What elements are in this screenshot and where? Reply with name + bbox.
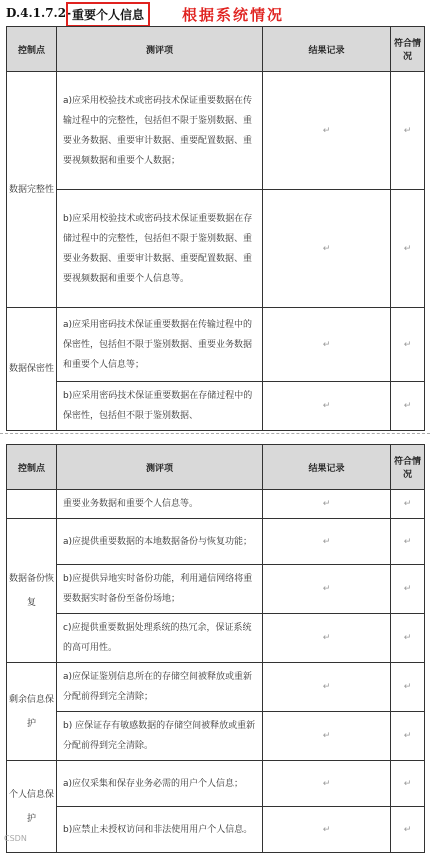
header-result: 结果记录: [263, 445, 391, 490]
table-row: [7, 382, 425, 431]
table-header-row: [7, 27, 425, 72]
section-id: D.4.1.7.2-: [6, 6, 72, 20]
section-header: [4, 2, 428, 26]
result-cell[interactable]: ↵: [263, 614, 391, 663]
control-point-backup: 数据备份恢复: [7, 519, 57, 663]
requirement-continued: 重要业务数据和重要个人信息等。: [57, 490, 263, 519]
result-cell[interactable]: ↵: [263, 72, 391, 190]
table-row: [7, 190, 425, 308]
table-row: [7, 663, 425, 712]
page-break-line: [0, 433, 430, 434]
evaluation-table-page2: [6, 444, 425, 853]
conform-cell[interactable]: ↵: [391, 807, 425, 853]
requirement-residual-a: a)应保证鉴别信息所在的存储空间被释放或重新分配前得到完全清除；: [57, 663, 263, 712]
result-cell[interactable]: ↵: [263, 807, 391, 853]
header-item: 测评项: [57, 445, 263, 490]
result-cell[interactable]: ↵: [263, 382, 391, 431]
table-row: [7, 308, 425, 382]
header-control: 控制点: [7, 27, 57, 72]
result-cell[interactable]: ↵: [263, 308, 391, 382]
requirement-integrity-b: b)应采用校验技术或密码技术保证重要数据在存储过程中的完整性，包括但不限于鉴别数据、重要业务数据、重要审计数据、重要配置数据、重要视频数据和重要个人信息等。: [57, 190, 263, 308]
header-conform: 符合情况: [391, 27, 425, 72]
table-row: [7, 72, 425, 190]
table-header-row: [7, 445, 425, 490]
control-point-residual: 剩余信息保护: [7, 663, 57, 761]
table-row: [7, 519, 425, 565]
requirement-personal-a: a)应仅采集和保存业务必需的用户个人信息；: [57, 761, 263, 807]
result-cell[interactable]: ↵: [263, 663, 391, 712]
table-row: [7, 614, 425, 663]
result-cell[interactable]: ↵: [263, 190, 391, 308]
handwritten-note: 根据系统情况: [182, 6, 285, 24]
control-point-confidentiality: 数据保密性: [7, 308, 57, 431]
conform-cell[interactable]: ↵: [391, 72, 425, 190]
conform-cell[interactable]: ↵: [391, 663, 425, 712]
header-result: 结果记录: [263, 27, 391, 72]
result-cell[interactable]: ↵: [263, 712, 391, 761]
conform-cell[interactable]: ↵: [391, 382, 425, 431]
header-item: 测评项: [57, 27, 263, 72]
watermark: CSDN: [4, 834, 27, 843]
requirement-integrity-a: a)应采用校验技术或密码技术保证重要数据在传输过程中的完整性，包括但不限于鉴别数据、重要业务数据、重要审计数据、重要配置数据、重要视频数据和重要个人数据；: [57, 72, 263, 190]
header-control: 控制点: [7, 445, 57, 490]
requirement-backup-b: b)应提供异地实时备份功能，利用通信网络将重要数据实时备份至备份场地；: [57, 565, 263, 614]
evaluation-table-page1: [6, 26, 425, 431]
requirement-backup-c: c)应提供重要数据处理系统的热冗余，保证系统的高可用性。: [57, 614, 263, 663]
result-cell[interactable]: ↵: [263, 565, 391, 614]
conform-cell[interactable]: ↵: [391, 712, 425, 761]
conform-cell[interactable]: ↵: [391, 761, 425, 807]
result-cell[interactable]: ↵: [263, 490, 391, 519]
section-title: 重要个人信息: [66, 2, 150, 27]
conform-cell[interactable]: ↵: [391, 614, 425, 663]
control-point-integrity: 数据完整性: [7, 72, 57, 308]
requirement-backup-a: a)应提供重要数据的本地数据备份与恢复功能；: [57, 519, 263, 565]
requirement-residual-b: b) 应保证存有敏感数据的存储空间被释放或重新分配前得到完全清除。: [57, 712, 263, 761]
table-row: [7, 807, 425, 853]
control-point-continued: [7, 490, 57, 519]
table-row: [7, 761, 425, 807]
conform-cell[interactable]: ↵: [391, 308, 425, 382]
requirement-confidentiality-a: a)应采用密码技术保证重要数据在传输过程中的保密性，包括但不限于鉴别数据、重要业务数据和重要个人信息等；: [57, 308, 263, 382]
page-break: [0, 428, 430, 440]
conform-cell[interactable]: ↵: [391, 519, 425, 565]
table-row: [7, 712, 425, 761]
result-cell[interactable]: ↵: [263, 519, 391, 565]
table-row: [7, 490, 425, 519]
result-cell[interactable]: ↵: [263, 761, 391, 807]
header-conform: 符合情况: [391, 445, 425, 490]
conform-cell[interactable]: ↵: [391, 565, 425, 614]
control-point-personal: 个人信息保护: [7, 761, 57, 853]
requirement-personal-b: b)应禁止未授权访问和非法使用用户个人信息。: [57, 807, 263, 853]
table-row: [7, 565, 425, 614]
requirement-confidentiality-b: b)应采用密码技术保证重要数据在存储过程中的保密性，包括但不限于鉴别数据、: [57, 382, 263, 431]
conform-cell[interactable]: ↵: [391, 190, 425, 308]
conform-cell[interactable]: ↵: [391, 490, 425, 519]
